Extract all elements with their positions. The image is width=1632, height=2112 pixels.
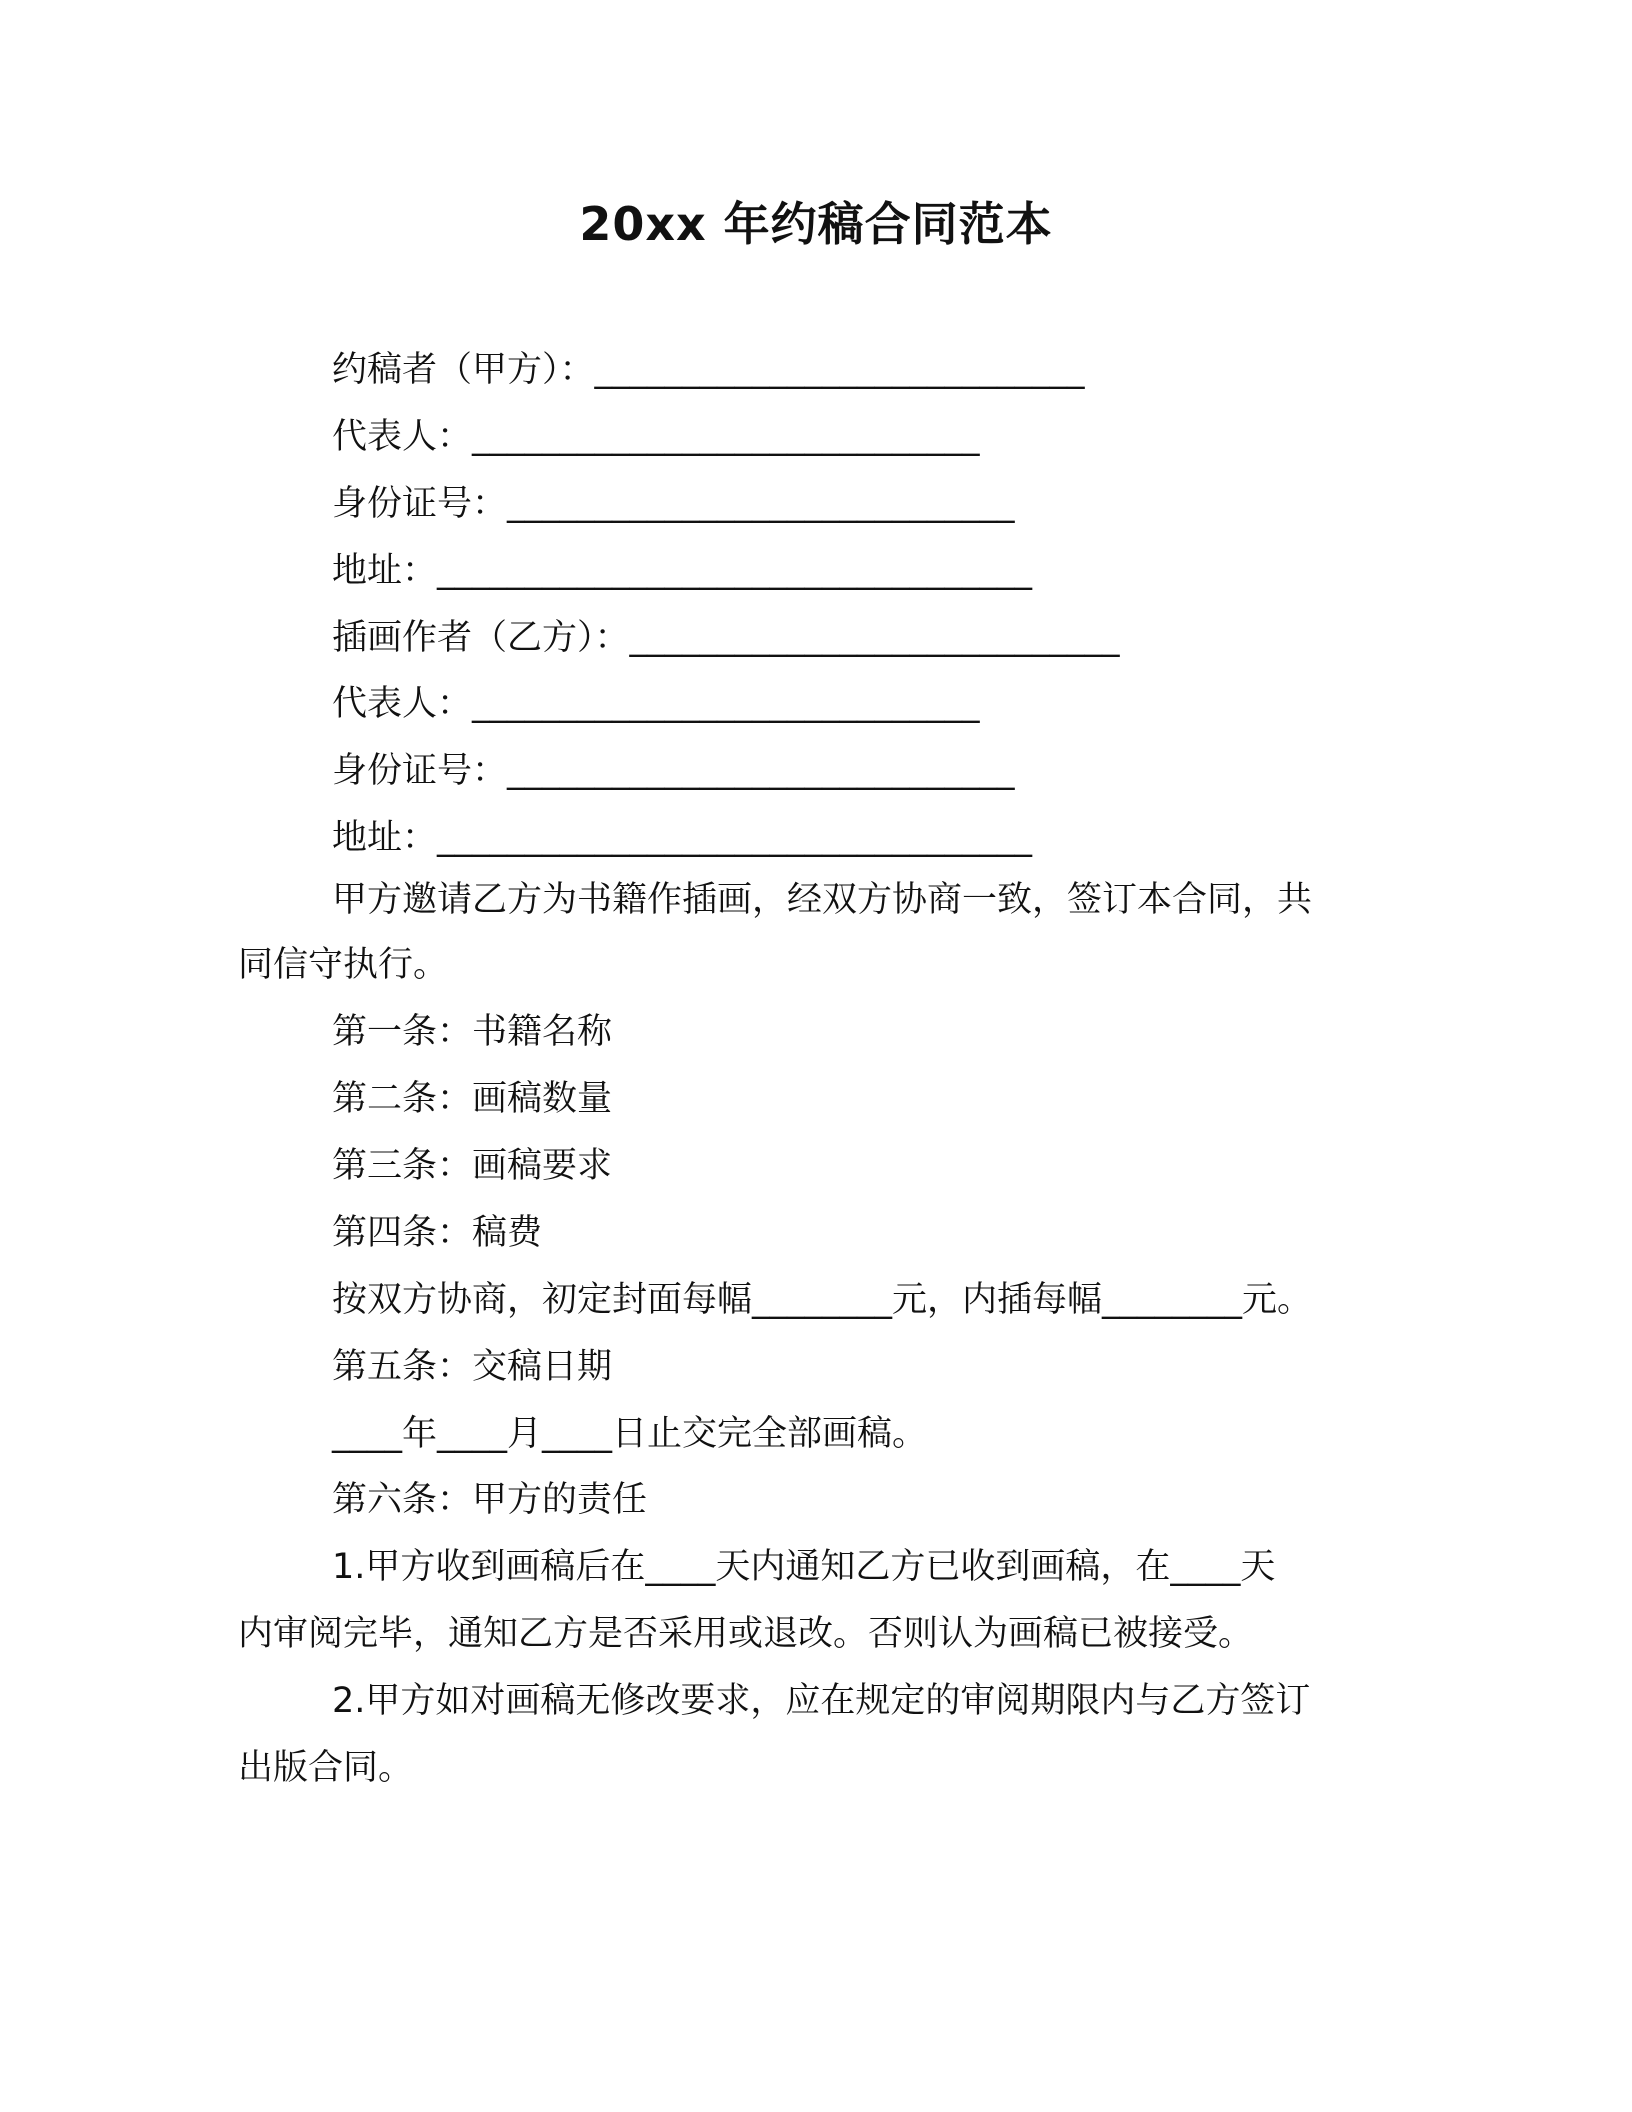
- article-5-heading: 第五条：交稿日期: [332, 1347, 613, 1387]
- party-a-name-field: 约稿者（甲方）：____________________________: [332, 350, 1085, 390]
- article-4-heading: 第四条：稿费: [332, 1213, 543, 1253]
- article-6-heading: 第六条：甲方的责任: [332, 1480, 648, 1520]
- deadline-paragraph: ____年____月____日止交完全部画稿。: [332, 1414, 928, 1454]
- document-title: 20xx 年约稿合同范本: [579, 197, 1053, 251]
- party-b-representative-field: 代表人：_____________________________: [332, 684, 980, 724]
- party-a-representative-field: 代表人：_____________________________: [332, 417, 980, 457]
- party-a-id-number-field: 身份证号：_____________________________: [332, 484, 1015, 524]
- clause-1-line2: 内审阅完毕，通知乙方是否采用或退改。否则认为画稿已被接受。: [238, 1614, 1254, 1654]
- article-3-heading: 第三条：画稿要求: [332, 1146, 613, 1186]
- party-b-id-number-field: 身份证号：_____________________________: [332, 751, 1015, 791]
- clause-2-line2: 出版合同。: [238, 1748, 414, 1788]
- intro-paragraph-line1: 甲方邀请乙方为书籍作插画，经双方协商一致，签订本合同，共: [332, 880, 1313, 920]
- fee-paragraph: 按双方协商，初定封面每幅________元，内插每幅________元。: [332, 1280, 1313, 1320]
- clause-1-line1: 1.甲方收到画稿后在____天内通知乙方已收到画稿，在____天: [332, 1547, 1276, 1587]
- party-b-address-field: 地址：__________________________________: [332, 818, 1033, 858]
- party-a-address-field: 地址：__________________________________: [332, 551, 1033, 591]
- party-b-name-field: 插画作者（乙方）：____________________________: [332, 618, 1120, 658]
- intro-paragraph-line2: 同信守执行。: [238, 945, 449, 985]
- article-1-heading: 第一条：书籍名称: [332, 1012, 613, 1052]
- clause-2-line1: 2.甲方如对画稿无修改要求，应在规定的审阅期限内与乙方签订: [332, 1681, 1311, 1721]
- article-2-heading: 第二条：画稿数量: [332, 1079, 613, 1119]
